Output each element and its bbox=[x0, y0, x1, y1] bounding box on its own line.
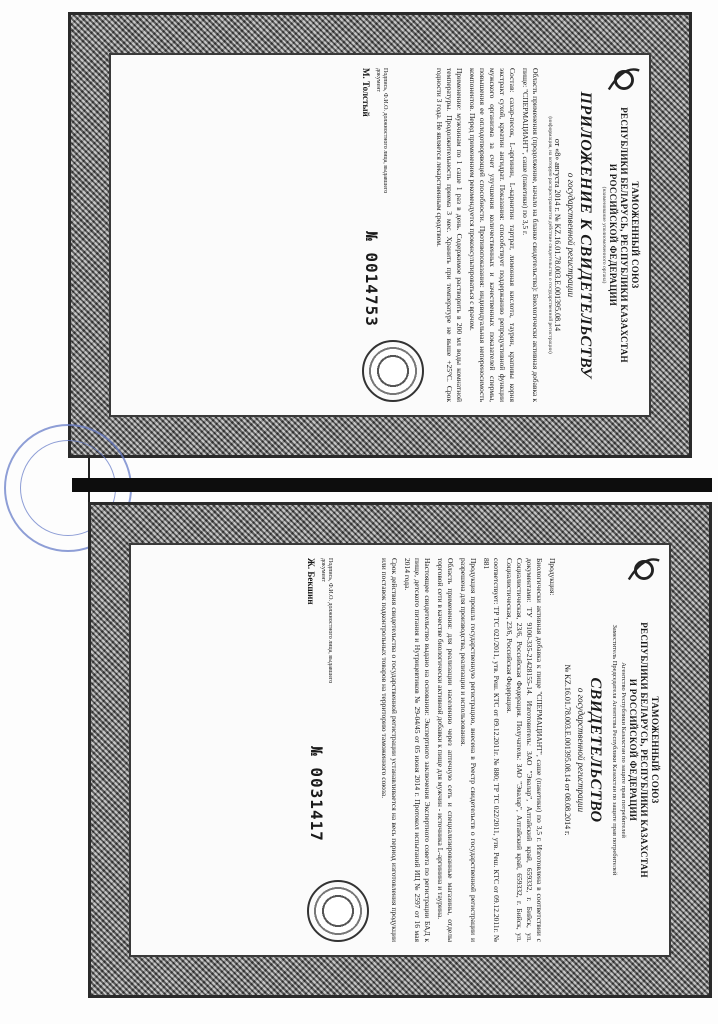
sale-paragraph: Область применения: для реализации населению через аптечную сеть и специализированные магазины, отделы торговой сети в качестве биологически активной добавки к пище для мужчин - источника L-аргинина и таурина. bbox=[436, 558, 455, 942]
authority-deputy: Заместитель Председателя Агентства Республики Казахстан по защите прав потребителей bbox=[611, 624, 619, 876]
product-paragraph: Биологически активная добавка к пище "СПЕРМАЦИАНТ", саше (пакетики) по 3,5 г. Изготовлена в соответствии с документами: ТУ 9100-335-21428155-14. Изготовитель: ЗАО "Эвалар", Алтайский край, 659332, г. Бийск, ул. Социалистическая, 23/6, Российская Федерация. Получатель: ЗАО "Эвалар", Алтайский край, 659332, г. Бийск, ул. Социалистическая, 23/6, Российская Федерация. bbox=[505, 558, 544, 942]
signature-area bbox=[362, 68, 389, 218]
certificate-main-content bbox=[129, 543, 671, 957]
registration-line: от «8» августа 2014 г. № KZ.16.01.78.003.Е.001395.08.14 bbox=[553, 138, 562, 332]
org-countries-line-1: РЕСПУБЛИКИ БЕЛАРУСЬ, РЕСПУБЛИКИ КАЗАХСТАН bbox=[639, 622, 649, 878]
registration-line: № KZ.16.01.78.003.Е.001395.08.14 от 08.08.2014 г. bbox=[563, 664, 572, 836]
certificate-main-body bbox=[129, 543, 671, 957]
document-subtitle: о государственной регистрации bbox=[576, 687, 586, 813]
org-countries-line-1: РЕСПУБЛИКИ БЕЛАРУСЬ, РЕСПУБЛИКИ КАЗАХСТАН bbox=[619, 107, 629, 363]
composition-paragraph: Состав: сахар-песок, L-аргинин, L-карнитин тартрат, лимонная кислота, таурин, крапивы корня экстракт сухой, креатин ангидрат. Показания: способствует поддержанию репродуктивной функции мужского организма за счет улучшения количественных и качественных показателей спермы, повышения ее оплодотворяющей способности. Противопоказания: индивидуальная непереносимость компонентов. Перед применением рекомендуется проконсультироваться с врачом. bbox=[468, 68, 517, 402]
dosage-paragraph: Применение: мужчинам по 1 саше 1 раз в день. Содержимое растворить в 200 мл воды комнатной температуры. Продолжительность приема 3 мес. Хранить при температуре не выше +25°С. Срок годности 3 года. Не является лекарственным средством. bbox=[435, 68, 464, 402]
org-title: ТАМОЖЕННЫЙ СОЮЗ bbox=[630, 181, 640, 289]
appendix-text bbox=[434, 68, 540, 402]
authority-note: (наименование уполномоченного органа) bbox=[601, 186, 607, 284]
authority-name: Агентство Республики Казахстан по защите прав потребителей bbox=[620, 662, 627, 838]
certificate-main bbox=[88, 502, 712, 998]
signature-name: М. Толстый bbox=[361, 68, 372, 117]
org-countries-line-2: И РОССИЙСКОЙ ФЕДЕРАЦИИ bbox=[608, 163, 618, 307]
scan-edge-bar bbox=[72, 478, 712, 492]
signature-note: Подпись, Ф.И.О. должностного лица, выдавшего документ bbox=[320, 558, 334, 684]
org-countries-line-2: И РОССИЙСКОЙ ФЕДЕРАЦИИ bbox=[628, 678, 638, 822]
certificate-appendix bbox=[68, 12, 692, 458]
usage-paragraph: Область применения (продолжение, начало на бланке свидетельства): Биологически активная добавка к пище: "СПЕРМАЦИАНТ", саше (пакетики) по 3,5 г. bbox=[521, 68, 540, 402]
form-number: № 0031417 bbox=[307, 746, 326, 842]
document-title: СВИДЕТЕЛЬСТВО bbox=[587, 677, 604, 823]
basis-paragraph: Настоящее свидетельство выдано на основании: Экспертного заключения Экспертного совета по регистрации БАД к пище, детского питания и Нутрицевтиков № 29-04/45 от 05 июня 2014 г. Протокол испытаний ИЦ № 2597 от 16 мая 2014 года. bbox=[403, 558, 432, 942]
signature-note: Подпись, Ф.И.О. должностного лица, выдавшего документ bbox=[375, 68, 389, 194]
signature-block bbox=[307, 558, 369, 942]
form-number: № 0014753 bbox=[362, 231, 381, 327]
document-subtitle: о государственной регистрации bbox=[566, 172, 576, 298]
official-seal-icon bbox=[307, 880, 369, 942]
signature-name: Ж. Бекшин bbox=[306, 558, 317, 605]
official-seal-icon bbox=[362, 340, 424, 402]
org-title: ТАМОЖЕННЫЙ СОЮЗ bbox=[650, 696, 660, 804]
validity-paragraph: Срок действия свидетельства о государственной регистрации устанавливается на весь период изготовления продукции или поставок подконтрольных товаров на территорию таможенного союза. bbox=[380, 558, 399, 942]
document-title: ПРИЛОЖЕНИЕ К СВИДЕТЕЛЬСТВУ bbox=[577, 91, 594, 379]
registration-note: (информация, на которую распространяется действие свидетельства о государственной регистрации) bbox=[547, 116, 553, 354]
registered-paragraph: Продукция прошла государственную регистрацию, внесена в Реестр свидетельств о государственной регистрации и разрешена для производства, реализации и использования. bbox=[459, 558, 478, 942]
signature-area bbox=[307, 558, 334, 708]
product-label: Продукция: bbox=[548, 558, 557, 596]
certificate-text bbox=[379, 558, 557, 942]
certificate-appendix-content bbox=[109, 53, 651, 417]
signature-block bbox=[362, 68, 424, 402]
conformity-paragraph: соответствует: ТР ТС 021/2011, утв. Реш. КТС от 09.12.2011г. № 880; ТР ТС 022/2011, утв. Реш. КТС от 09.12.2011г. № 881 bbox=[482, 558, 501, 942]
certificate-appendix-body bbox=[109, 53, 651, 417]
